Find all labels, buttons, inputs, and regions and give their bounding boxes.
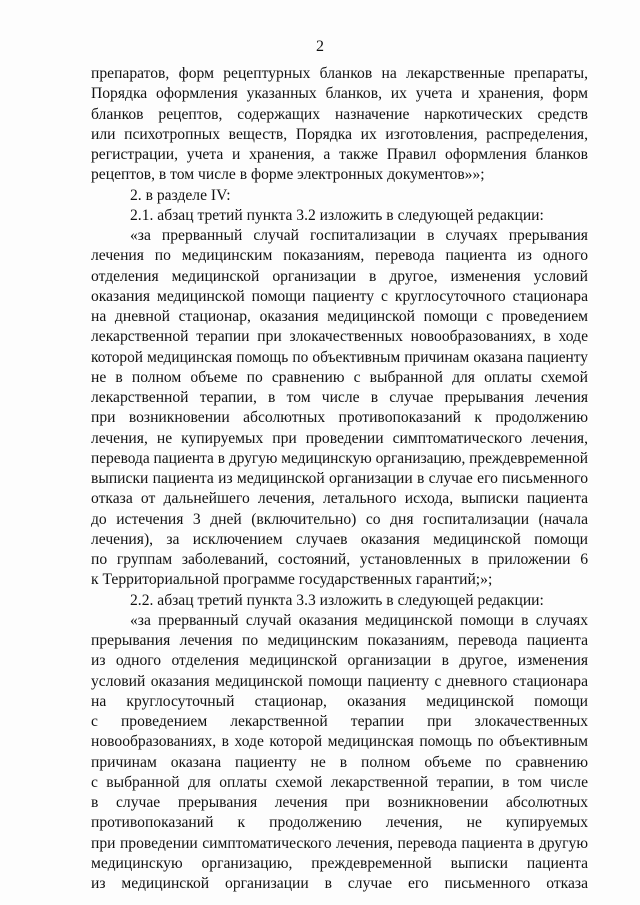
text-line: которой медицинская помощь по объективным причинам оказана пациенту	[91, 348, 588, 366]
text-line: лечения), за исключением случаев оказания медицинской помощи	[91, 530, 588, 548]
text-line: при проведении симптоматического лечения, перевода пациента в другую	[91, 834, 588, 852]
text-line: отделения медицинской организации в другое, изменения условий	[91, 267, 588, 285]
document-body	[91, 64, 588, 894]
text-line: отказа от дальнейшего лечения, летального исхода, выписки пациента	[91, 490, 588, 508]
text-line: причинам оказана пациенту не в полном объеме по сравнению	[91, 753, 588, 771]
text-line: бланков рецептов, содержащих назначение наркотических средств	[91, 105, 588, 123]
text-line: к Территориальной программе государственных гарантий;»;	[91, 571, 493, 589]
text-line: препаратов, форм рецептурных бланков на лекарственные препараты,	[91, 65, 588, 82]
text-line: в случае прерывания лечения при возникновении абсолютных	[91, 794, 588, 811]
text-line: «за прерванный случай госпитализации в случаях прерывания	[130, 227, 588, 244]
text-line: на дневной стационар, оказания медицинской помощи с проведением	[91, 308, 588, 325]
text-line: из медицинской организации в случае его письменного отказа	[91, 875, 588, 892]
page-number: 2	[316, 38, 324, 55]
text-line: лечения, не купируемых при проведении симптоматического лечения,	[91, 429, 588, 447]
text-line: 2.1. абзац третий пункта 3.2 изложить в следующей редакции:	[130, 206, 544, 224]
text-line: с выбранной для оплаты схемой лекарственной терапии, в том числе	[91, 773, 588, 791]
text-line: условий оказания медицинской помощи пациенту с дневного стационара	[91, 672, 588, 690]
text-line: выписки пациента из медицинской организации в случае его письменного	[91, 470, 588, 487]
text-line: новообразованиях, в ходе которой медицинская помощь по объективным	[91, 733, 588, 751]
text-line: регистрации, учета и хранения, а также Правил оформления бланков	[91, 146, 588, 163]
text-line: или психотропных веществ, Порядка их изготовления, распределения,	[91, 125, 588, 143]
text-line: до истечения 3 дней (включительно) со дня госпитализации (начала	[91, 510, 588, 528]
text-line: Порядка оформления указанных бланков, их учета и хранения, форм	[91, 85, 588, 103]
text-line: лекарственной терапии при злокачественных новообразованиях, в ходе	[91, 328, 588, 346]
text-line: не в полном объеме по сравнению с выбранной для оплаты схемой	[91, 368, 588, 386]
text-line: при возникновении абсолютных противопоказаний к продолжению	[91, 409, 588, 427]
text-line: рецептов, в том числе в форме электронных документов»»;	[91, 166, 485, 184]
text-line: перевода пациента в другую медицинскую организацию, преждевременной	[91, 449, 588, 467]
text-line: на круглосуточный стационар, оказания медицинской помощи	[91, 692, 588, 710]
text-line: противопоказаний к продолжению лечения, не купируемых	[91, 814, 588, 832]
text-line: по группам заболеваний, состояний, установленных в приложении 6	[91, 551, 588, 568]
text-line: оказания медицинской помощи пациенту с круглосуточного стационара	[91, 287, 588, 305]
text-line: с проведением лекарственной терапии при злокачественных	[91, 713, 588, 730]
text-line: 2.2. абзац третий пункта 3.3 изложить в следующей редакции:	[130, 591, 544, 609]
text-line: лекарственной терапии, в том числе в случае прерывания лечения	[91, 389, 588, 406]
text-line: «за прерванный случай оказания медицинской помощи в случаях	[130, 611, 588, 629]
text-line: медицинскую организацию, преждевременной выписки пациента	[91, 854, 588, 872]
text-line: прерывания лечения по медицинским показаниям, перевода пациента	[91, 632, 588, 649]
text-line: 2. в разделе IV:	[130, 186, 231, 204]
text-line: лечения по медицинским показаниям, перевода пациента из одного	[91, 247, 588, 265]
text-line: из одного отделения медицинской организации в другое, изменения	[91, 652, 588, 670]
